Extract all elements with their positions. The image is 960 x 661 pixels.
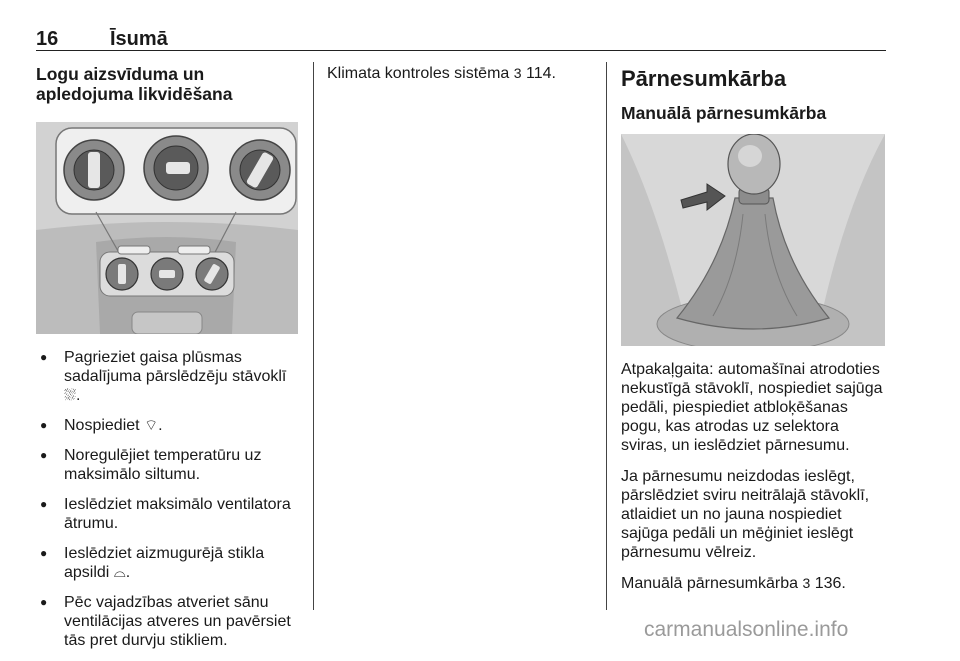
watermark: carmanualsonline.info (644, 618, 849, 641)
windscreen-airflow-icon: ⛆ (64, 387, 77, 404)
list-item: ● Pagrieziet gaisa plūsmas sadalījuma pārslēdzēju stāvoklī ⛆. (36, 348, 298, 405)
gear-lever-drawing (621, 134, 885, 346)
section-heading-transmission: Pārnesumkārba (621, 66, 787, 91)
cross-reference-manual-transmission: Manuālā pārnesumkārba 3 136. (621, 575, 846, 592)
paragraph-gear-retry: Ja pārnesumu neizdodas ieslēgt, pārslēdziet sviru neitrālajā stāvoklī, atlaidiet un no jauna nospiediet sajūga pedāli un mēģiniet ieslēgt pārnesumu vēlreiz. (621, 468, 870, 561)
gear-lever-illustration (621, 134, 885, 346)
column-climate-ref (327, 64, 597, 83)
rear-window-heating-icon: ⌓ (113, 564, 126, 581)
windscreen-defrost-icon: ⌔ (144, 417, 159, 434)
column-divider-left (313, 62, 314, 610)
defrost-steps-list (36, 348, 298, 650)
reference-arrow-icon: 3 (513, 65, 522, 81)
reference-arrow-icon: 3 (802, 575, 811, 591)
climate-control-illustration (36, 122, 298, 334)
subheading-manual-transmission: Manuālā pārnesumkārba (621, 103, 827, 123)
section-heading-defrost: Logu aizsvīduma un apledojuma likvidēšana (36, 64, 233, 104)
column-divider-right (606, 62, 607, 610)
climate-control-drawing (36, 122, 298, 334)
reference-page: 136. (814, 575, 846, 592)
cross-reference-climate: Klimata kontroles sistēma 3 114. (327, 65, 556, 82)
column-defrost (36, 64, 298, 661)
column-transmission (621, 64, 887, 593)
list-item: ● Pēc vajadzības atveriet sānu ventilācijas atveres un pavērsiet tās pret durvju stikliem. (36, 593, 298, 650)
page-title: Īsumā (110, 28, 168, 50)
list-item: ● Ieslēdziet aizmugurējā stikla apsildi ⌓. (36, 544, 298, 582)
reference-page: 114. (526, 65, 556, 82)
list-item: ● Ieslēdziet maksimālo ventilatora ātrumu. (36, 495, 298, 533)
paragraph-reverse-gear: Atpakaļgaita: automašīnai atrodoties nekustīgā stāvoklī, nospiediet sajūga pedāli, piespiediet atbloķēšanas pogu, kas atrodas uz selektora sviras, un ieslēdziet pārnesumu. (621, 361, 883, 454)
page-header (36, 28, 886, 51)
page-number: 16 (36, 28, 59, 50)
list-item: ● Nospiediet ⌔. (36, 416, 298, 435)
list-item: ● Noregulējiet temperatūru uz maksimālo siltumu. (36, 446, 298, 484)
